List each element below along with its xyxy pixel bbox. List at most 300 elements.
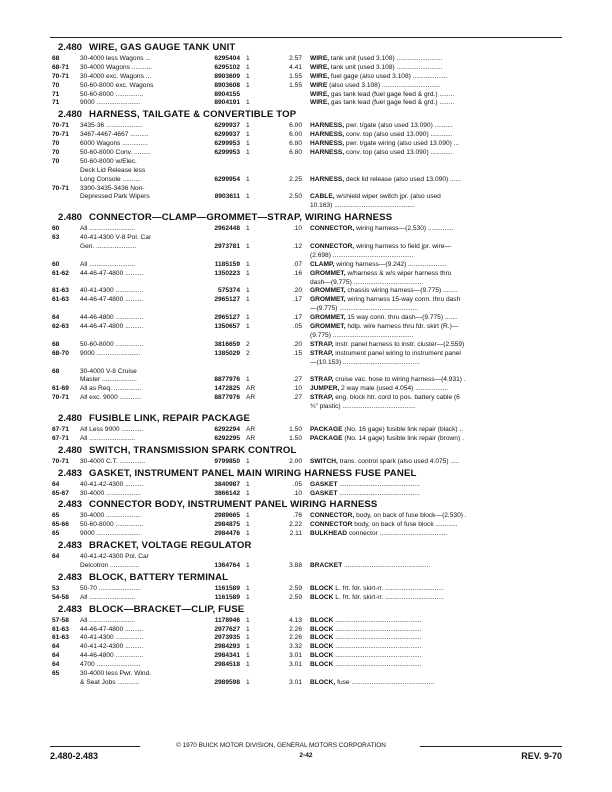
model-application: 40-41-42-4300 .......... <box>80 643 144 651</box>
part-description <box>310 73 562 82</box>
part-name: WIRE, <box>310 55 330 62</box>
part-description <box>310 426 562 435</box>
parts-row <box>52 350 562 359</box>
part-number: 2973781 <box>214 243 240 251</box>
section-title: SWITCH, TRANSMISSION SPARK CONTROL <box>89 444 297 456</box>
section-heading <box>52 211 562 225</box>
list-price: 2.25 <box>289 175 302 183</box>
part-detail: (also used 3.108) ................................ <box>329 81 441 89</box>
part-number: 8877976 <box>214 394 240 402</box>
list-price: .10 <box>292 385 302 393</box>
part-number: 8903608 <box>214 81 240 89</box>
part-detail: eng. block htr. cord to pos. battery cable (6 <box>335 394 460 402</box>
part-name: HARNESS, <box>310 131 345 139</box>
model-application: Depressed Park Wipers <box>80 193 150 201</box>
part-number: 2962448 <box>214 225 240 233</box>
part-detail: (No. 16 gage) fusible link repair (black) .. <box>344 425 464 433</box>
model-application: 40-41-4300 V-8 Pol. Car <box>80 234 152 242</box>
list-price: .12 <box>292 243 302 251</box>
model-application: 44-46-47-4800 .......... <box>80 323 144 331</box>
part-description <box>310 296 562 305</box>
part-detail: ............................................... <box>335 643 422 651</box>
year-range: 67-71 <box>52 425 69 433</box>
parts-row <box>52 99 562 108</box>
part-detail: ............................................... <box>335 634 422 642</box>
part-number: 1161589 <box>214 584 240 592</box>
part-description <box>310 225 562 234</box>
quantity: 1 <box>246 661 250 669</box>
part-name: STRAP, <box>310 340 334 348</box>
model-application: 44-46-47-4800 .......... <box>80 625 144 633</box>
list-price: .05 <box>292 480 302 488</box>
part-description <box>310 64 562 73</box>
part-name: BLOCK <box>310 625 334 633</box>
part-name: GROMMET, <box>310 314 346 322</box>
section-title: CONNECTOR—CLAMP—GROMMET—STRAP, WIRING HARNESS <box>89 212 393 224</box>
model-application: 3467-4467-4667 .......... <box>80 131 149 139</box>
part-number: 6299953 <box>214 140 240 148</box>
year-range: 61-69 <box>52 385 69 393</box>
part-number: 2965127 <box>214 296 240 304</box>
model-application: Deck Lid Release less <box>80 166 146 174</box>
part-name: HARNESS, <box>310 175 345 183</box>
parts-row <box>52 553 562 562</box>
year-range: 61-63 <box>52 287 69 295</box>
parts-row <box>52 82 562 91</box>
list-price: .07 <box>292 260 302 268</box>
section-number: 2.480 <box>58 444 83 456</box>
part-detail: L. frt. fdr. skirt-rr. ................................ <box>335 584 444 592</box>
parts-row <box>52 202 562 211</box>
section-title: HARNESS, TAILGATE & CONVERTIBLE TOP <box>89 109 297 121</box>
model-application: All as Req. ............... <box>80 385 142 393</box>
model-application: 50-60-8000 w/Elec. <box>80 157 137 165</box>
part-number: 2984341 <box>214 652 240 660</box>
section-heading <box>52 603 562 617</box>
part-description <box>310 99 562 108</box>
part-description <box>310 643 562 652</box>
part-detail: —(9.775) ........................................... <box>310 305 419 313</box>
parts-row <box>52 530 562 539</box>
list-price: 1.50 <box>289 425 302 433</box>
section-range: 2.480-2.483 <box>50 751 99 761</box>
part-number: 2989598 <box>214 678 240 686</box>
list-price: 2.22 <box>289 521 302 529</box>
section-title: FUSIBLE LINK, REPAIR PACKAGE <box>89 412 251 424</box>
part-description <box>310 243 562 252</box>
model-application: 30-4000 C.T. .............. <box>80 457 146 465</box>
parts-row <box>52 679 562 688</box>
quantity: 1 <box>246 593 250 601</box>
year-range: 70 <box>52 157 60 165</box>
year-range: 70 <box>52 140 60 148</box>
part-number: 6295102 <box>214 63 240 71</box>
part-description <box>310 341 562 350</box>
part-name: BLOCK <box>310 584 334 592</box>
list-price: 1.55 <box>289 81 302 89</box>
quantity: 1 <box>246 634 250 642</box>
part-name: GROMMET, <box>310 287 346 295</box>
section-heading <box>52 539 562 553</box>
parts-row <box>52 225 562 234</box>
quantity: 1 <box>246 678 250 686</box>
year-range: 60 <box>52 225 60 233</box>
parts-row <box>52 158 562 167</box>
part-number: 2984293 <box>214 643 240 651</box>
part-name: GROMMET, <box>310 269 346 277</box>
year-range: 68 <box>52 340 60 348</box>
parts-row <box>52 185 562 194</box>
quantity: 1 <box>246 652 250 660</box>
list-price: 2.26 <box>289 634 302 642</box>
part-detail: w/harness & w/s wiper harness thru <box>347 269 452 277</box>
model-application: 9000 ........................ <box>80 349 141 357</box>
parts-row <box>52 670 562 679</box>
part-name: CLAMP, <box>310 260 335 268</box>
parts-row <box>52 73 562 82</box>
list-price: .05 <box>292 323 302 331</box>
section-title: CONNECTOR BODY, INSTRUMENT PANEL WIRING HARNESS <box>89 499 378 511</box>
quantity: 2 <box>246 340 250 348</box>
part-name: CABLE, <box>310 193 335 201</box>
year-range: 65 <box>52 530 60 538</box>
part-description <box>310 617 562 626</box>
part-number: 6299937 <box>214 122 240 130</box>
quantity: 1 <box>246 457 250 465</box>
quantity: 1 <box>246 314 250 322</box>
parts-row <box>52 661 562 670</box>
part-detail: w/shield wiper switch jpr. (also used <box>336 193 441 201</box>
list-price: 2.26 <box>289 625 302 633</box>
year-range: 64 <box>52 553 60 561</box>
parts-row <box>52 403 562 412</box>
part-description <box>310 394 562 403</box>
part-description <box>310 403 562 412</box>
model-application: 30-4000 V-8 Cruise <box>80 367 137 375</box>
list-price: 6.00 <box>289 122 302 130</box>
section-heading <box>52 467 562 481</box>
list-price: .76 <box>292 512 302 520</box>
section-heading <box>52 498 562 512</box>
year-range: 53 <box>52 584 60 592</box>
part-name: STRAP, <box>310 349 334 357</box>
part-description <box>310 149 562 158</box>
year-range: 61-63 <box>52 625 69 633</box>
part-description <box>310 594 562 603</box>
model-application: 44-46-4800 ............... <box>80 652 144 660</box>
model-application: 50-60-8000 ............... <box>80 521 144 529</box>
part-name: HARNESS, <box>310 122 345 130</box>
model-application: All ......................... <box>80 225 135 233</box>
part-name: PACKAGE <box>310 434 343 442</box>
part-description <box>310 679 562 688</box>
model-application: 44-46-47-4800 .......... <box>80 269 144 277</box>
part-description <box>310 279 562 288</box>
part-description <box>310 252 562 261</box>
section-title: BLOCK—BRACKET—CLIP, FUSE <box>89 603 245 615</box>
parts-row <box>52 385 562 394</box>
part-number: 2973935 <box>214 634 240 642</box>
part-number: 2965127 <box>214 314 240 322</box>
list-price: 4.13 <box>289 616 302 624</box>
year-range: 68 <box>52 55 60 62</box>
section-number: 2.483 <box>58 499 83 511</box>
year-range: 57-58 <box>52 616 69 624</box>
list-price: 2.59 <box>289 593 302 601</box>
year-range: 65 <box>52 669 60 677</box>
list-price: 2.11 <box>289 530 302 538</box>
part-description <box>310 585 562 594</box>
part-number: 3840987 <box>214 480 240 488</box>
section-number: 2.480 <box>58 42 83 53</box>
part-detail: wiring harness—(2.530) .............. <box>356 225 454 233</box>
part-detail: 10.163) ............................................ <box>310 202 415 210</box>
parts-row <box>52 261 562 270</box>
part-number: 6292294 <box>214 425 240 433</box>
part-description <box>310 661 562 670</box>
model-application: 40-41-4300 ............... <box>80 634 144 642</box>
parts-row <box>52 91 562 100</box>
part-description <box>310 202 562 211</box>
part-name: WIRE <box>310 81 328 89</box>
year-range: 71 <box>52 99 60 107</box>
model-application: 50-60-8000 ............... <box>80 90 144 98</box>
quantity: 1 <box>246 287 250 295</box>
quantity: 1 <box>246 489 250 497</box>
quantity: 1 <box>246 140 250 148</box>
quantity: 2 <box>246 349 250 357</box>
part-description <box>310 305 562 314</box>
list-price: .17 <box>292 296 302 304</box>
part-description <box>310 55 562 64</box>
part-detail: ............................................... <box>335 616 422 624</box>
quantity: AR <box>246 425 256 433</box>
part-number: 6292295 <box>214 434 240 442</box>
part-detail: instrument panel wiring to instrument panel <box>335 349 461 357</box>
part-name: BLOCK <box>310 643 334 651</box>
part-description <box>310 481 562 490</box>
part-number: 8877976 <box>214 376 240 384</box>
year-range: 61-62 <box>52 269 69 277</box>
year-range: 68-71 <box>52 63 69 71</box>
parts-row <box>52 458 562 467</box>
section-heading <box>52 571 562 585</box>
part-detail: ¾" plastic) ........................................ <box>310 403 416 411</box>
list-price: .27 <box>292 376 302 384</box>
part-name: WIRE, <box>310 63 330 71</box>
year-range: 70-71 <box>52 122 69 130</box>
model-application: All ......................... <box>80 434 135 442</box>
parts-row <box>52 287 562 296</box>
quantity: 1 <box>246 323 250 331</box>
part-number: 1472825 <box>214 385 240 393</box>
year-range: 70-71 <box>52 457 69 465</box>
part-detail: wiring harness to field jpr. wire— <box>356 243 451 251</box>
model-application: 50-60-8000 ............... <box>80 340 144 348</box>
part-detail: (2.698) ............................................ <box>310 251 414 259</box>
part-detail: connector ..................................... <box>348 530 448 538</box>
part-detail: (9.775) ............................................ <box>310 331 414 339</box>
year-range: 64 <box>52 480 60 488</box>
model-application: 30-4000 ................... <box>80 512 141 520</box>
parts-row <box>52 481 562 490</box>
year-range: 67-71 <box>52 434 69 442</box>
parts-row <box>52 323 562 332</box>
part-description <box>310 323 562 332</box>
part-number: 8904155 <box>214 90 240 98</box>
list-price: 2.59 <box>289 584 302 592</box>
list-price: 3.88 <box>289 561 302 569</box>
quantity: 1 <box>246 269 250 277</box>
quantity: 1 <box>246 175 250 183</box>
part-name: STRAP, <box>310 376 334 384</box>
quantity: 1 <box>246 131 250 139</box>
quantity: 1 <box>246 296 250 304</box>
part-description <box>310 359 562 368</box>
part-name: JUMPER, <box>310 385 340 393</box>
model-application: All ......................... <box>80 616 135 624</box>
part-number: 6295404 <box>214 55 240 62</box>
part-description <box>310 287 562 296</box>
year-range: 68 <box>52 367 60 375</box>
parts-row <box>52 376 562 385</box>
parts-row <box>52 234 562 243</box>
list-price: 6.00 <box>289 131 302 139</box>
part-detail: ............................................... <box>335 652 422 660</box>
part-detail: chassis wiring harness—(9.775) ........ <box>347 287 458 295</box>
quantity: 1 <box>246 480 250 488</box>
section-title: GASKET, INSTRUMENT PANEL MAIN WIRING HARNESS FUSE PANEL <box>89 467 417 479</box>
year-range: 62-63 <box>52 323 69 331</box>
part-description <box>310 82 562 91</box>
part-number: 1350657 <box>214 323 240 331</box>
list-price: .10 <box>292 489 302 497</box>
parts-listing <box>52 41 562 688</box>
year-range: 63 <box>52 234 60 242</box>
year-range: 70-71 <box>52 131 69 139</box>
part-detail: pwr. t/gate wiring (also used 13.090) ... <box>345 140 460 148</box>
part-detail: fuel gage (also used 3.108) ................... <box>330 72 448 80</box>
year-range: 64 <box>52 661 60 669</box>
year-range: 64 <box>52 314 60 322</box>
section-number: 2.483 <box>58 467 83 479</box>
part-description <box>310 652 562 661</box>
part-description <box>310 350 562 359</box>
list-price: 2.57 <box>289 55 302 62</box>
part-name: WIRE, <box>310 99 330 107</box>
part-name: HARNESS, <box>310 149 345 157</box>
model-application: 4700 ........................ <box>80 661 141 669</box>
part-detail: L. frt. fdr. skirt-rr. ................................ <box>335 593 444 601</box>
part-description <box>310 131 562 140</box>
quantity: 1 <box>246 63 250 71</box>
section-number: 2.480 <box>58 109 83 121</box>
part-name: GROMMET, <box>310 296 346 304</box>
footer-rule-right <box>420 746 562 747</box>
part-number: 8903611 <box>214 193 240 201</box>
part-description <box>310 376 562 385</box>
year-range: 65 <box>52 512 60 520</box>
part-description <box>310 626 562 635</box>
part-detail: ............................................... <box>335 625 422 633</box>
model-application: 3300-3435-3436 Non- <box>80 184 145 192</box>
model-application: 9000 ........................ <box>80 99 141 107</box>
parts-row <box>52 55 562 64</box>
part-detail: tank unit (used 3.108) ......................... <box>330 55 443 62</box>
section-title: BLOCK, BATTERY TERMINAL <box>89 571 229 583</box>
quantity: 1 <box>246 99 250 107</box>
parts-row <box>52 617 562 626</box>
part-description <box>310 562 562 571</box>
part-detail: ............................................... <box>335 661 422 669</box>
parts-row <box>52 562 562 571</box>
parts-row <box>52 341 562 350</box>
part-name: BULKHEAD <box>310 530 347 538</box>
part-detail: dash—(9.775) ...................................... <box>310 278 424 286</box>
part-detail: gas tank lead (fuel gage feed & grd.) ........ <box>330 99 455 107</box>
part-detail: hdlp. wire harness thru fdr. skirt (R.)— <box>347 323 459 331</box>
part-description <box>310 512 562 521</box>
quantity: 1 <box>246 643 250 651</box>
quantity: 1 <box>246 625 250 633</box>
model-application: 40-41-42-4300 .......... <box>80 480 144 488</box>
quantity: 1 <box>246 561 250 569</box>
part-number: 2977627 <box>214 625 240 633</box>
part-detail: 2 way male (used 4.054) .................. <box>341 385 449 393</box>
parts-row <box>52 426 562 435</box>
list-price: 2.00 <box>289 457 302 465</box>
part-name: BLOCK, <box>310 678 336 686</box>
part-name: CONNECTOR, <box>310 512 355 520</box>
part-number: 1178946 <box>214 616 240 624</box>
list-price: 3.01 <box>289 652 302 660</box>
quantity: 1 <box>246 55 250 62</box>
model-application: 40-41-42-4300 Pol. Car <box>80 553 149 561</box>
part-detail: 15 way conn. thru dash—(9.775) ....... <box>347 314 458 322</box>
part-detail: (No. 14 gage) fusible link repair (brown) . <box>344 434 464 442</box>
parts-row <box>52 652 562 661</box>
list-price: .10 <box>292 225 302 233</box>
part-detail: fuse ............................................. <box>337 678 434 686</box>
footer-rule-left <box>50 746 140 747</box>
part-description <box>310 435 562 444</box>
section-heading <box>52 412 562 426</box>
copyright-notice: © 1970 BUICK MOTOR DIVISION, GENERAL MOTORS CORPORATION <box>176 742 386 749</box>
parts-row <box>52 122 562 131</box>
quantity: AR <box>246 434 256 442</box>
part-number: 1161589 <box>214 593 240 601</box>
model-application: & Seat Jobs ............ <box>80 678 140 686</box>
model-application: 30-4000 exc. Wagons ... <box>80 72 152 80</box>
parts-row <box>52 64 562 73</box>
part-name: CONNECTOR <box>310 521 353 529</box>
part-number: 3866142 <box>214 489 240 497</box>
revision-label: REV. 9-70 <box>521 751 562 761</box>
list-price: 6.80 <box>289 149 302 157</box>
list-price: .20 <box>292 340 302 348</box>
part-name: BLOCK <box>310 661 334 669</box>
model-application: Master ................... <box>80 376 137 384</box>
quantity: 1 <box>246 243 250 251</box>
year-range: 65-67 <box>52 489 69 497</box>
quantity: 1 <box>246 521 250 529</box>
parts-row <box>52 296 562 305</box>
part-number: 1350223 <box>214 269 240 277</box>
part-name: BRACKET <box>310 561 343 569</box>
part-name: HARNESS, <box>310 140 345 148</box>
part-description <box>310 458 562 467</box>
year-range: 61-63 <box>52 296 69 304</box>
